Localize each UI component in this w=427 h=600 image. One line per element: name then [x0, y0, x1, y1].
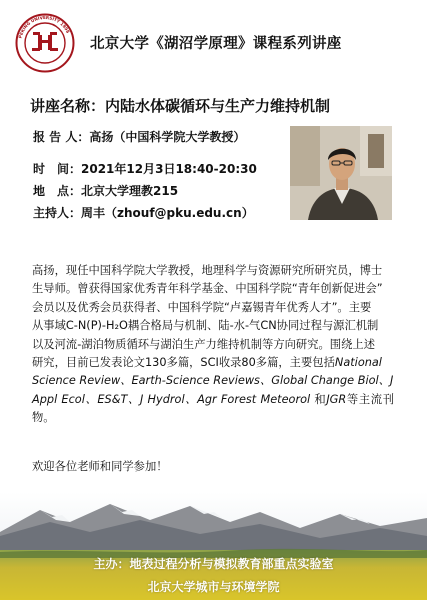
journal-list: Science Review、Earth-Science Reviews、Global Change Biol、J: [32, 374, 394, 388]
bio-line: [32, 372, 394, 390]
journal-name: JGR: [326, 392, 347, 406]
bio-line: [32, 391, 394, 428]
school-line: 北京大学城市与环境学院: [147, 580, 280, 594]
bio-text: 等主流刊物。: [32, 392, 394, 425]
bio-line: 会员以及优秀会员获得者、中国科学院“卢嘉锡青年优秀人才”。主要: [32, 300, 372, 314]
bio-text: 和: [314, 392, 327, 406]
logo-ring-text: PEKING UNIVERSITY 1898: [17, 14, 71, 39]
bio-line: [32, 354, 394, 372]
journal-name: National: [334, 356, 382, 370]
speaker-line: 报 告 人：高扬（中国科学院大学教授）: [33, 130, 246, 144]
bio-line: 以及河流-湖泊物质循环与湖泊生产力维持机制等方向研究。围绕上述: [32, 337, 375, 351]
host-line: 主持人：周丰（zhouf@pku.edu.cn）: [33, 206, 254, 220]
speaker-photo: [290, 126, 392, 220]
place-line: 地 点：北京大学理教215: [33, 184, 179, 198]
bio-line: 生导师。曾获得国家优秀青年科学基金、中国科学院“青年创新促进会”: [32, 282, 383, 296]
time-line: 时 间：2021年12月3日18:40-20:30: [33, 162, 257, 176]
lecture-title: 讲座名称：内陆水体碳循环与生产力维持机制: [30, 97, 331, 115]
organizer-line: 主办：地表过程分析与模拟教育部重点实验室: [93, 557, 334, 571]
welcome-text: 欢迎各位老师和同学参加！: [32, 460, 168, 473]
bio-line: 高扬，现任中国科学院大学教授，地理科学与资源研究所研究员，博士: [32, 264, 383, 277]
page-header-title: 北京大学《湖沼学原理》课程系列讲座: [90, 36, 342, 52]
bio-line: 从事域C-N(P)-H₂O耦合格局与机制、陆-水-气CN协同过程与源汇机制: [32, 319, 379, 333]
speaker-biography: [32, 262, 394, 428]
bio-line-text: 研究，目前已发表论文130多篇，SCI收录80多篇，主要包括: [32, 356, 335, 370]
journal-list: Appl Ecol、ES&T、J Hydrol、Agr Forest Meteorol: [32, 392, 311, 406]
peking-university-logo: [15, 13, 75, 73]
